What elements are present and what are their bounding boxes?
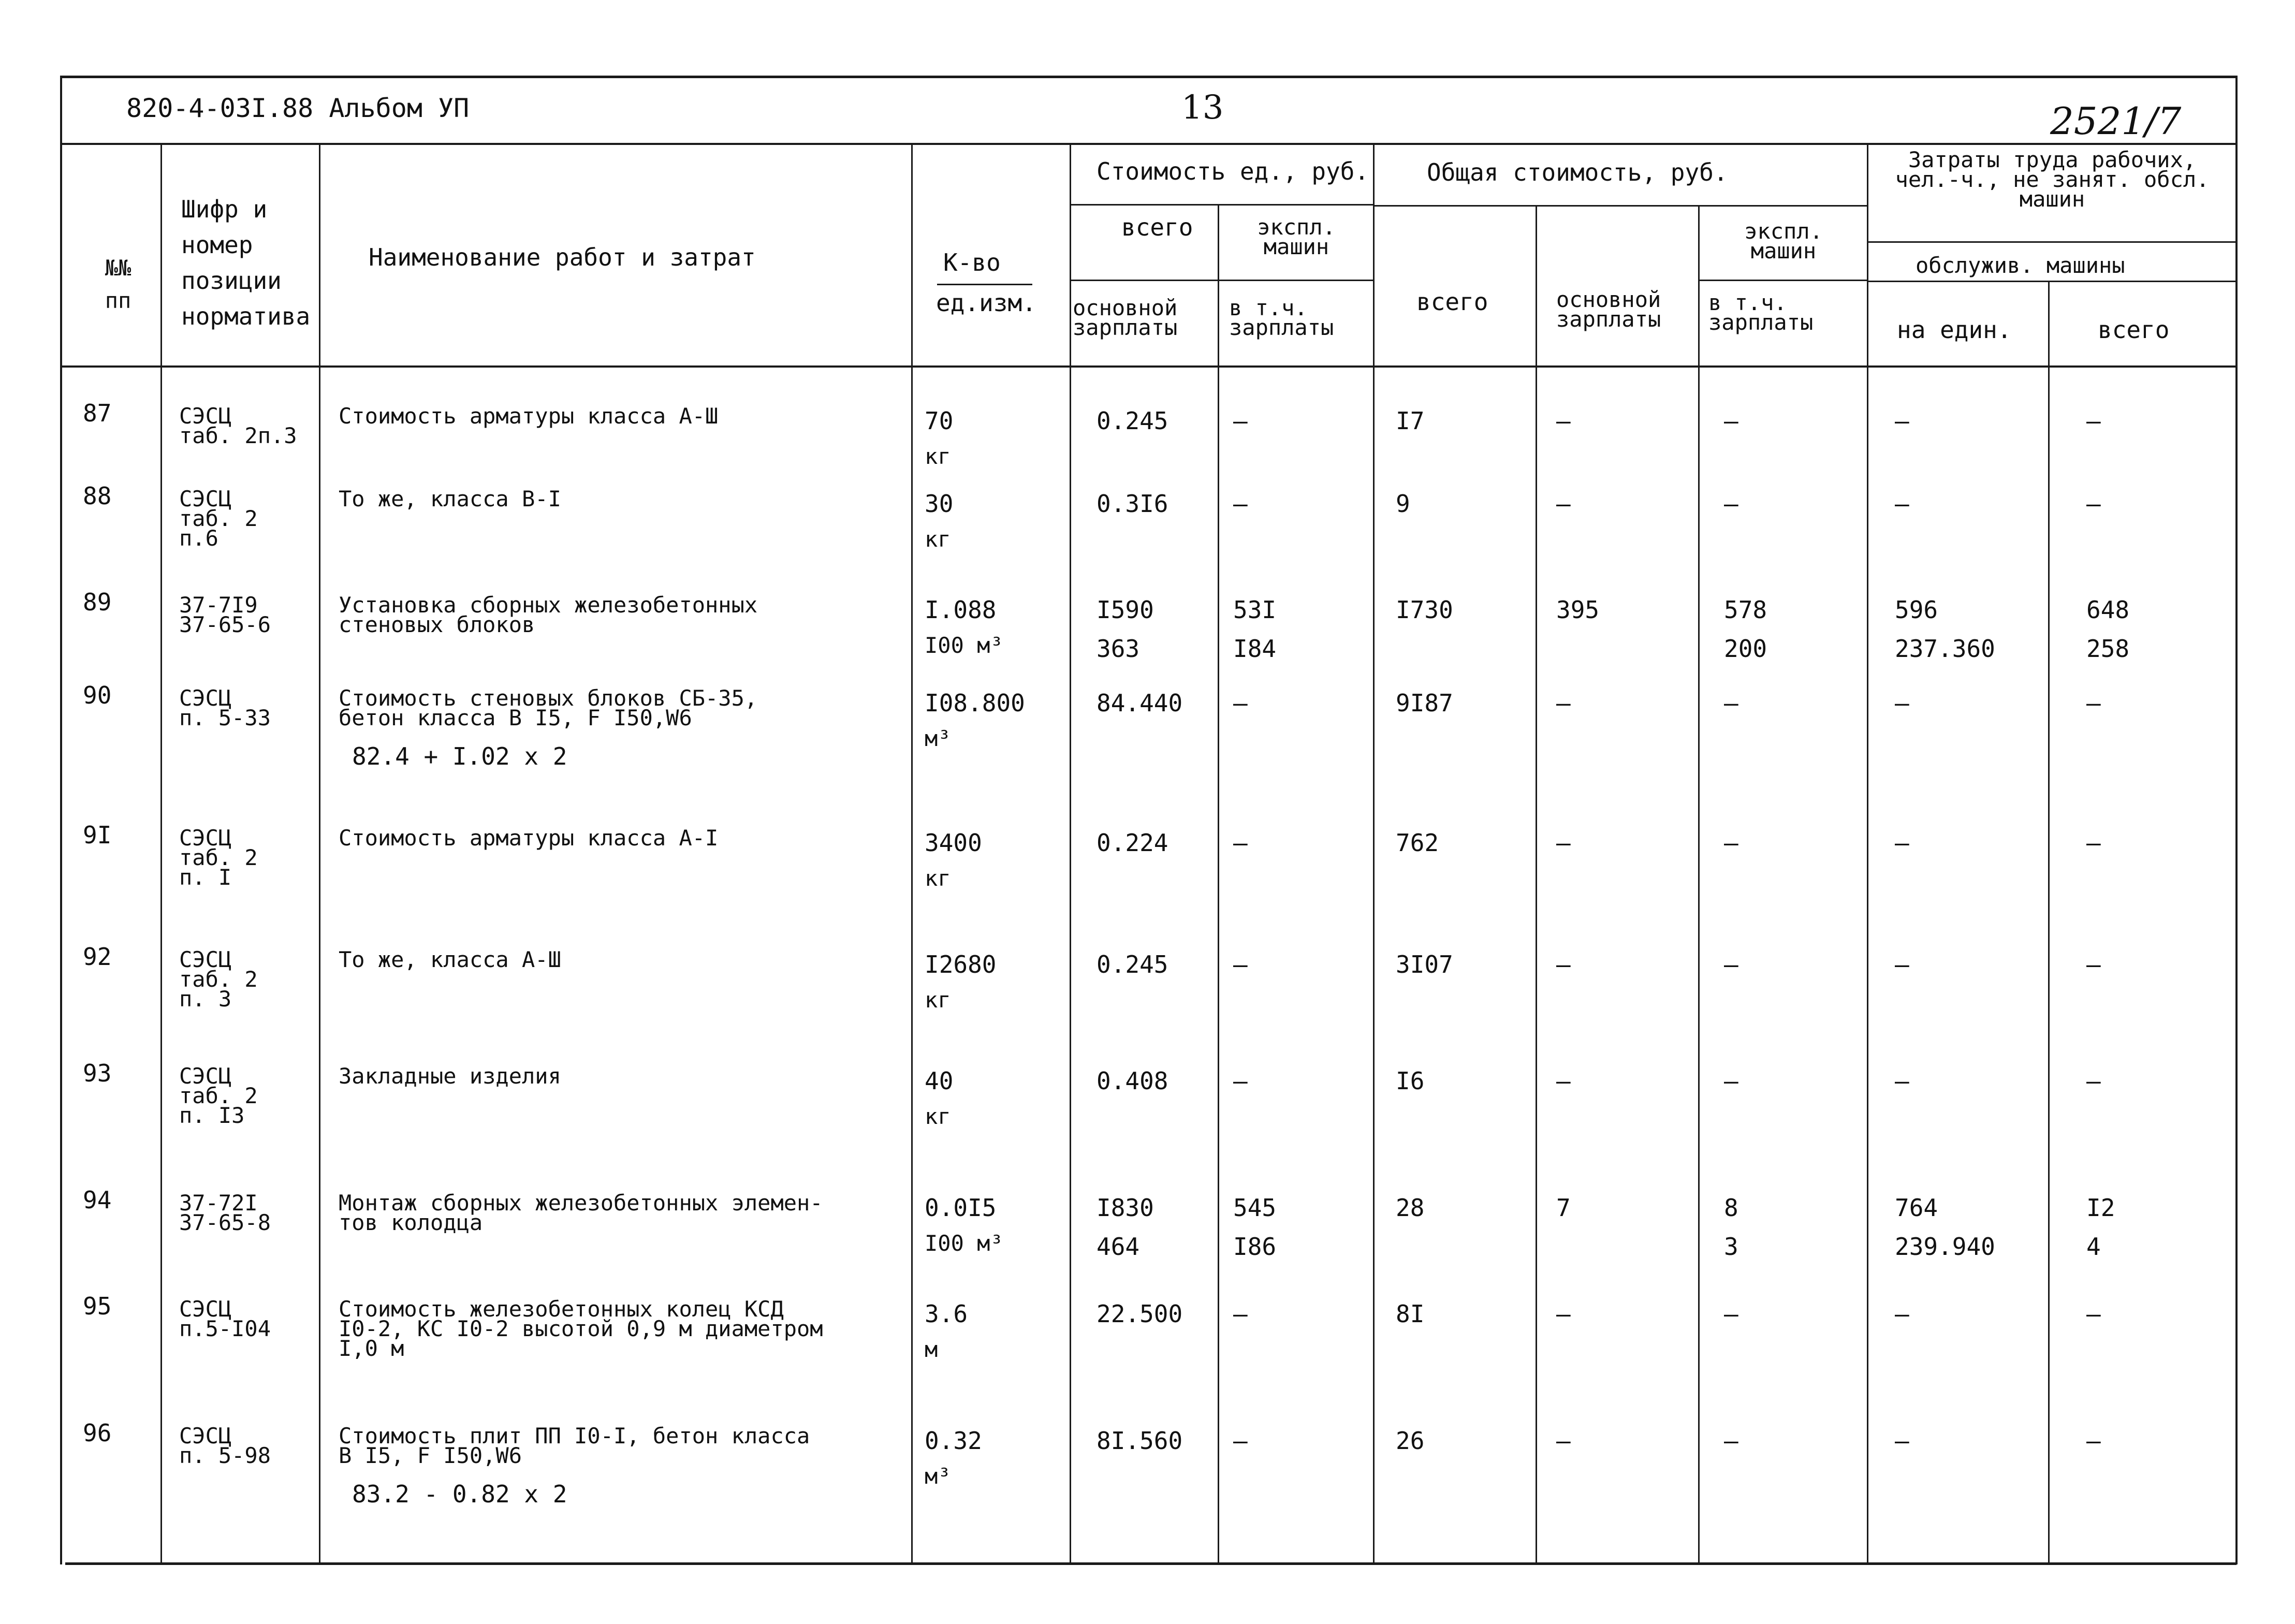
row-name-line: Стоимость арматуры класса А-I (339, 825, 719, 851)
row-total-base-wage: – (1556, 950, 1571, 978)
row-unit-cost: 22.500 (1097, 1300, 1183, 1328)
row-unit: кг (925, 987, 951, 1013)
row-name-line: Стоимость железобетонных колец КСД (339, 1296, 784, 1322)
row-labor-total-2: 258 (2086, 635, 2130, 663)
row-total: 762 (1396, 829, 1439, 857)
col-header-unit-machines: экспл. машин (1257, 214, 1336, 259)
row-unit-machines: – (1233, 950, 1248, 978)
row-number: 95 (83, 1292, 112, 1320)
row-qty: I2680 (925, 950, 997, 978)
row-unit-machines: 53I (1233, 596, 1277, 624)
row-unit-cost: 0.245 (1097, 950, 1168, 978)
row-labor-total: – (2086, 689, 2101, 717)
row-number: 87 (83, 399, 112, 427)
row-calc: 83.2 - 0.82 x 2 (352, 1480, 567, 1508)
col-header-num: №№ пп (105, 255, 131, 313)
col-header-labor: Затраты труда рабочих, чел.-ч., не занят. обсл. машин (1895, 147, 2210, 212)
row-qty: 3.6 (925, 1300, 968, 1328)
row-code-line: п. I (179, 865, 232, 890)
col-header-qty-bottom: ед.изм. (936, 289, 1036, 317)
row-total: 9 (1396, 490, 1410, 518)
col-header-qty-top: К-во (943, 248, 1001, 276)
row-total-base-wage: – (1556, 829, 1571, 857)
row-name-line: Закладные изделия (339, 1063, 561, 1089)
row-total-machines: 8 (1724, 1194, 1738, 1222)
col-line-2 (319, 144, 320, 1563)
row-total-machines: – (1724, 1300, 1738, 1328)
row-unit-machines: – (1233, 1300, 1248, 1328)
row-labor-per-unit: 596 (1895, 596, 1938, 624)
row-name-line: Стоимость плит ПП I0-I, бетон класса (339, 1423, 810, 1449)
col-line-4 (1070, 144, 1071, 1563)
row-code-line: п. 5-33 (179, 705, 271, 730)
row-number: 88 (83, 482, 112, 510)
col-header-total-incl-wage: в т.ч. зарплаты (1708, 290, 1814, 335)
row-qty: 0.32 (925, 1427, 982, 1455)
row-total-base-wage: – (1556, 407, 1571, 435)
col-header-total-machines: экспл. машин (1744, 218, 1823, 264)
row-code-line: 37-72I (179, 1190, 258, 1216)
row-total-incl-wage: 3 (1724, 1233, 1738, 1261)
row-total-base-wage: 7 (1556, 1194, 1571, 1222)
row-unit-machines: 545 (1233, 1194, 1277, 1222)
col-line-8 (1698, 206, 1700, 1563)
row-unit-cost: 0.3I6 (1097, 490, 1168, 518)
col-header-code: Шифр и номер позиции норматива (181, 195, 311, 330)
col-line-5 (1218, 204, 1219, 1563)
row-total-machines: – (1724, 407, 1738, 435)
row-unit-machines: – (1233, 689, 1248, 717)
row-total-base-wage: 395 (1556, 596, 1600, 624)
col-line-7 (1536, 206, 1537, 1563)
header-bottom (62, 365, 2236, 368)
row-total-machines: 578 (1724, 596, 1767, 624)
row-labor-total: – (2086, 490, 2101, 518)
row-labor-per-unit: – (1895, 1300, 1909, 1328)
row-code-line: СЭСЦ (179, 825, 232, 851)
row-total-machines: – (1724, 1067, 1738, 1095)
row-labor-total: – (2086, 1067, 2101, 1095)
row-name-line: Монтаж сборных железобетонных элемен- (339, 1190, 823, 1216)
row-name-line: То же, класса В-I (339, 486, 561, 511)
row-unit: кг (925, 444, 951, 469)
frame-left (60, 76, 62, 1564)
row-code-line: СЭСЦ (179, 486, 232, 511)
row-unit-base-wage: 363 (1097, 635, 1140, 663)
row-qty: 3400 (925, 829, 982, 857)
row-code-line: таб. 2 (179, 845, 258, 870)
row-total: 8I (1396, 1300, 1425, 1328)
row-code-line: таб. 2п.3 (179, 423, 297, 448)
row-labor-per-unit: – (1895, 689, 1909, 717)
row-total: I6 (1396, 1067, 1425, 1095)
col-header-labor-total: всего (2098, 316, 2170, 344)
col-line-9 (1867, 144, 1868, 1563)
row-name-line: I,0 м (339, 1336, 404, 1361)
row-code-line: СЭСЦ (179, 947, 232, 972)
row-code-line: СЭСЦ (179, 1423, 232, 1449)
row-code-line: п.6 (179, 525, 218, 551)
row-total-base-wage: – (1556, 1427, 1571, 1455)
row-unit-base-wage: 464 (1097, 1233, 1140, 1261)
row-labor-per-unit: 764 (1895, 1194, 1938, 1222)
row-name-line: стеновых блоков (339, 612, 535, 637)
row-code-line: СЭСЦ (179, 1063, 232, 1089)
row-labor-total: I2 (2086, 1194, 2115, 1222)
row-number: 94 (83, 1186, 112, 1214)
col-header-unit-base-wage: основной зарплаты (1073, 295, 1178, 340)
row-unit-cost: 0.224 (1097, 829, 1168, 857)
row-name-line: I0-2, КС I0-2 высотой 0,9 м диаметром (339, 1316, 823, 1341)
row-qty: 30 (925, 490, 954, 518)
row-unit-machines: – (1233, 829, 1248, 857)
col-header-labor-service: обслужив. машины (1916, 253, 2125, 278)
col-header-total-all: всего (1416, 288, 1488, 316)
row-code-line: таб. 2 (179, 1083, 258, 1108)
row-total-base-wage: – (1556, 490, 1571, 518)
row-name-line: То же, класса А-Ш (339, 947, 561, 972)
hdr-line-totalcost (1373, 205, 1868, 207)
col-line-6 (1373, 144, 1375, 1563)
row-unit: м (925, 1337, 938, 1362)
frame-right (2235, 76, 2238, 1564)
col-header-unit-cost: Стоимость ед., руб. (1097, 157, 1369, 185)
row-code-line: п. 5-98 (179, 1443, 271, 1468)
col-line-3 (911, 144, 913, 1563)
row-unit: м³ (925, 1464, 951, 1489)
row-qty: 40 (925, 1067, 954, 1095)
row-labor-total-2: 4 (2086, 1233, 2101, 1261)
row-total-machines: – (1724, 829, 1738, 857)
row-total-machines: – (1724, 490, 1738, 518)
row-qty: 70 (925, 407, 954, 435)
row-total-machines: – (1724, 689, 1738, 717)
col-header-unit-incl-wage: в т.ч. зарплаты (1229, 295, 1334, 340)
frame-bottom (65, 1562, 2236, 1565)
col-line-1 (160, 144, 162, 1563)
hdr-line-labor-mid (1867, 281, 2236, 282)
row-name-line: Стоимость стеновых блоков СБ-35, (339, 685, 758, 711)
row-name-line: тов колодца (339, 1210, 483, 1235)
sheet-number: 2521/7 (2050, 99, 2182, 143)
row-code-line: 37-65-6 (179, 612, 271, 637)
row-labor-total: – (2086, 1427, 2101, 1455)
col-header-name: Наименование работ и затрат (369, 243, 756, 271)
row-number: 93 (83, 1059, 112, 1087)
row-unit-incl-wage: I84 (1233, 635, 1277, 663)
row-unit-cost: 0.408 (1097, 1067, 1168, 1095)
page-number: 13 (1181, 89, 1224, 127)
row-total-machines: – (1724, 950, 1738, 978)
row-unit: м³ (925, 726, 951, 751)
col-line-10 (2048, 281, 2050, 1563)
hdr-line-labor (1867, 241, 2236, 243)
row-number: 92 (83, 943, 112, 971)
row-labor-per-unit: – (1895, 1067, 1909, 1095)
row-number: 96 (83, 1419, 112, 1447)
row-labor-per-unit: – (1895, 407, 1909, 435)
row-total: 3I07 (1396, 950, 1453, 978)
row-calc: 82.4 + I.02 x 2 (352, 742, 567, 770)
row-unit: кг (925, 526, 951, 552)
row-labor-total: – (2086, 1300, 2101, 1328)
row-unit-machines: – (1233, 1427, 1248, 1455)
document-code: 820-4-03I.88 Альбом УП (126, 93, 470, 123)
col-header-labor-per-unit: на един. (1897, 316, 2012, 344)
hdr-line-unitcost-mid (1070, 280, 1374, 281)
row-unit-machines: – (1233, 490, 1248, 518)
row-labor-total: – (2086, 407, 2101, 435)
row-unit: кг (925, 866, 951, 891)
row-unit: кг (925, 1104, 951, 1129)
row-total-base-wage: – (1556, 1067, 1571, 1095)
row-unit-cost: 0.245 (1097, 407, 1168, 435)
title-divider (60, 143, 2236, 145)
row-total: I730 (1396, 596, 1453, 624)
row-qty: I.088 (925, 596, 997, 624)
row-code-line: п.5-I04 (179, 1316, 271, 1341)
row-unit-machines: – (1233, 1067, 1248, 1095)
col-header-total-base-wage: основной зарплаты (1556, 287, 1661, 332)
row-total-machines: – (1724, 1427, 1738, 1455)
hdr-line-unitcost (1070, 204, 1374, 206)
row-unit-cost: 8I.560 (1097, 1427, 1183, 1455)
row-total: 26 (1396, 1427, 1425, 1455)
row-labor-per-unit: – (1895, 829, 1909, 857)
row-name-line: Стоимость арматуры класса А-Ш (339, 403, 719, 429)
row-number: 90 (83, 681, 112, 709)
row-unit-machines: – (1233, 407, 1248, 435)
row-total-incl-wage: 200 (1724, 635, 1767, 663)
row-unit-incl-wage: I86 (1233, 1233, 1277, 1261)
row-unit: I00 м³ (925, 1231, 1003, 1256)
row-labor-per-unit-2: 237.360 (1895, 635, 1995, 663)
row-code-line: 37-7I9 (179, 592, 258, 618)
row-number: 9I (83, 821, 112, 849)
row-labor-total: – (2086, 829, 2101, 857)
row-labor-per-unit-2: 239.940 (1895, 1233, 1995, 1261)
row-labor-per-unit: – (1895, 490, 1909, 518)
col-header-unit-total: всего (1121, 213, 1193, 241)
col-header-total-cost: Общая стоимость, руб. (1427, 158, 1728, 186)
frame-top (60, 76, 2236, 78)
row-labor-total: 648 (2086, 596, 2130, 624)
row-code-line: п. I3 (179, 1103, 245, 1128)
row-total: I7 (1396, 407, 1425, 435)
row-total: 28 (1396, 1194, 1425, 1222)
row-code-line: 37-65-8 (179, 1210, 271, 1235)
row-labor-per-unit: – (1895, 1427, 1909, 1455)
row-code-line: таб. 2 (179, 506, 258, 531)
row-qty: I08.800 (925, 689, 1025, 717)
row-code-line: СЭСЦ (179, 1296, 232, 1322)
row-code-line: таб. 2 (179, 967, 258, 992)
row-unit-cost: I590 (1097, 596, 1154, 624)
qty-fraction-line (937, 284, 1032, 285)
row-total-base-wage: – (1556, 1300, 1571, 1328)
row-total-base-wage: – (1556, 689, 1571, 717)
row-name-line: В I5, F I50,W6 (339, 1443, 522, 1468)
row-labor-per-unit: – (1895, 950, 1909, 978)
row-qty: 0.0I5 (925, 1194, 997, 1222)
row-code-line: СЭСЦ (179, 403, 232, 429)
row-total: 9I87 (1396, 689, 1453, 717)
row-labor-total: – (2086, 950, 2101, 978)
row-unit: I00 м³ (925, 633, 1003, 658)
row-code-line: п. 3 (179, 986, 232, 1012)
hdr-line-totalcost-mid (1698, 280, 1868, 281)
row-unit-cost: 84.440 (1097, 689, 1183, 717)
row-code-line: СЭСЦ (179, 685, 232, 711)
row-name-line: бетон класса В I5, F I50,W6 (339, 705, 692, 730)
row-number: 89 (83, 588, 112, 616)
row-unit-cost: I830 (1097, 1194, 1154, 1222)
row-name-line: Установка сборных железобетонных (339, 592, 758, 618)
